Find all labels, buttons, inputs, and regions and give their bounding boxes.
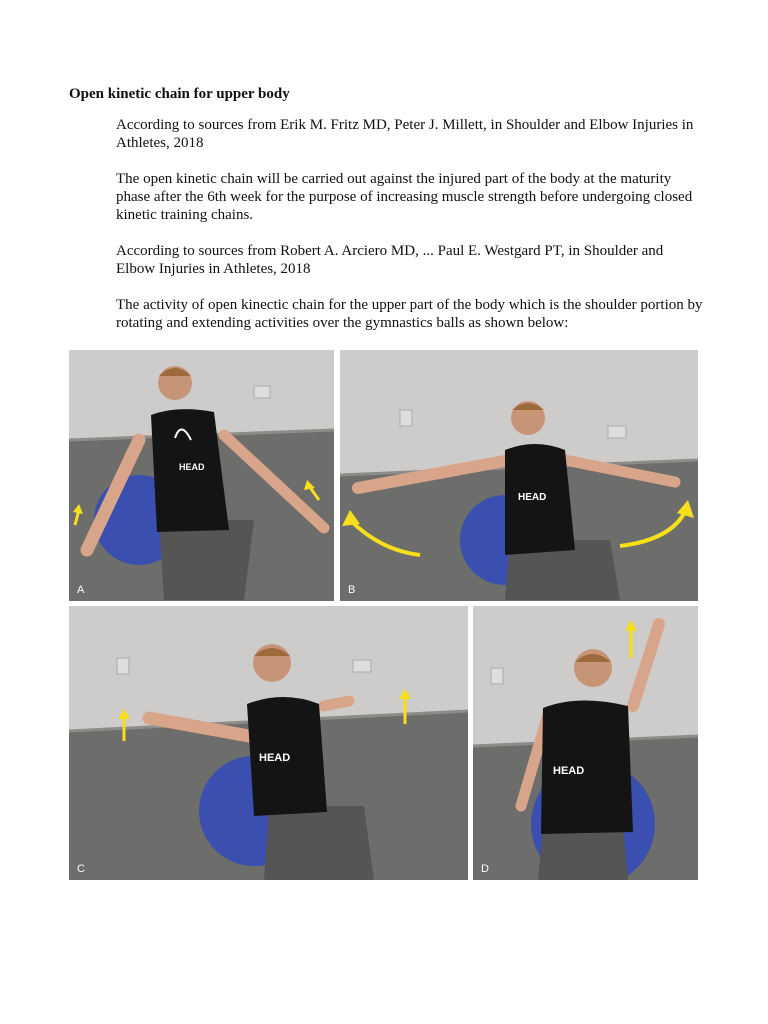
paragraph-source-arciero: According to sources from Robert A. Arciero MD, ... Paul E. Westgard PT, in Shoulder and Elbow Injuries in Athletes, 2018 <box>116 243 664 277</box>
shirt-logo-c: HEAD <box>259 752 291 764</box>
panel-label-c: C <box>77 863 85 875</box>
exercise-photo-a <box>69 350 334 601</box>
exercise-photo-d <box>473 606 698 880</box>
document-heading: Open kinetic chain for upper body <box>69 86 290 102</box>
shirt-logo-a: HEAD <box>179 462 205 472</box>
paragraph-open-chain-description: The open kinetic chain will be carried out against the injured part of the body at the maturity phase after the 6th week for the purpose of increasing muscle strength before undergoing closed kinetic training chains. <box>116 171 693 223</box>
panel-label-d: D <box>481 863 489 875</box>
shirt-logo-d: HEAD <box>553 765 585 777</box>
paragraph-source-fritz: According to sources from Erik M. Fritz MD, Peter J. Millett, in Shoulder and Elbow Injuries in Athletes, 2018 <box>116 117 694 151</box>
panel-label-a: A <box>77 584 85 596</box>
exercise-photo-c <box>69 606 468 880</box>
paragraph-activity-description: The activity of open kinectic chain for the upper part of the body which is the shoulder portion by rotating and extending activities over the gymnastics balls as shown below: <box>116 297 703 331</box>
exercise-photo-b <box>340 350 698 601</box>
shirt-logo-b: HEAD <box>518 492 547 503</box>
panel-label-b: B <box>348 584 356 596</box>
